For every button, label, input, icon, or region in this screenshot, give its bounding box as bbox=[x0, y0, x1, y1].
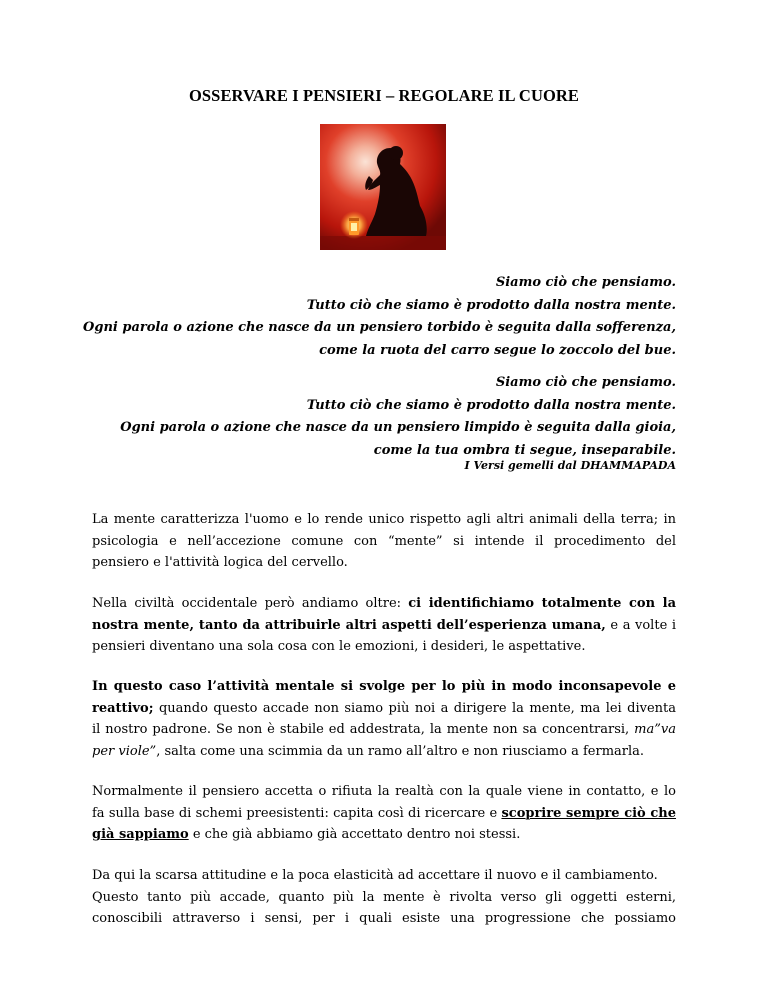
text-line bbox=[92, 824, 676, 846]
paragraph-3 bbox=[92, 676, 676, 762]
text-run: il nostro padrone. Se non è stabile ed addestrata, la mente non sa concentrarsi, bbox=[92, 722, 630, 738]
verse-stanza-2 bbox=[76, 372, 676, 462]
bold-run: reattivo; bbox=[92, 700, 154, 716]
text-line bbox=[92, 698, 676, 720]
bold-run: ci identifichiamo totalmente con la bbox=[408, 596, 676, 611]
verse-line: Ogni parola o azione che nasce da un pensiero torbido è seguita dalla sofferenza, bbox=[83, 320, 676, 335]
text-line: In questo caso l’attività mentale si svolge per lo più in modo inconsapevole e bbox=[92, 679, 676, 694]
verse-line: come la ruota del carro segue lo zoccolo del bue. bbox=[319, 342, 676, 358]
page-title: OSSERVARE I PENSIERI – REGOLARE IL CUORE bbox=[188, 86, 580, 105]
paragraph-4 bbox=[92, 781, 676, 846]
text-line: pensieri diventano una sola cosa con le emozioni, i desideri, le aspettative. bbox=[92, 639, 586, 655]
text-line: psicologia e nell’accezione comune con “mente” si intende il procedimento del bbox=[92, 533, 676, 549]
bold-run: nostra mente, tanto da attribuirle altri aspetti dell’esperienza umana, bbox=[92, 617, 606, 633]
text-line bbox=[92, 741, 676, 763]
verse-stanza-1 bbox=[76, 272, 676, 362]
text-line bbox=[92, 719, 676, 741]
meditation-photo bbox=[320, 124, 446, 250]
verse-line: Tutto ciò che siamo è prodotto dalla nostra mente. bbox=[306, 397, 676, 413]
italic-run: per viole” bbox=[92, 743, 157, 759]
paragraph-1 bbox=[92, 509, 676, 574]
text-run: e che già abbiamo già accettato dentro noi stessi. bbox=[192, 827, 521, 843]
praying-silhouette-icon bbox=[320, 124, 446, 250]
text-run: fa sulla base di schemi preesistenti: capita così di ricercare e bbox=[92, 805, 498, 821]
underlined-bold-run: già sappiamo bbox=[92, 827, 189, 843]
text-run: quando questo accade non siamo più noi a dirigere la mente, ma lei diventa bbox=[158, 700, 676, 716]
underlined-bold-run: scoprire sempre ciò che bbox=[501, 805, 677, 821]
italic-run: ma”va bbox=[634, 722, 676, 738]
text-line bbox=[92, 615, 676, 637]
text-run: Nella civiltà occidentale però andiamo oltre: bbox=[92, 596, 402, 611]
text-line: La mente caratterizza l'uomo e lo rende unico rispetto agli altri animali della terra; in bbox=[92, 512, 676, 527]
text-line: Normalmente il pensiero accetta o rifiuta la realtà con la quale viene in contatto, e lo bbox=[92, 784, 676, 799]
paragraph-5 bbox=[92, 865, 676, 930]
verse-line: Siamo ciò che pensiamo. bbox=[495, 375, 676, 390]
text-run: , salta come una scimmia da un ramo all’altro e non riusciamo a fermarla. bbox=[156, 743, 645, 759]
verse-line: Siamo ciò che pensiamo. bbox=[495, 275, 676, 290]
verse-source: I Versi gemelli dal DHAMMAPADA bbox=[464, 459, 676, 472]
text-line bbox=[92, 593, 676, 615]
text-line: Da qui la scarsa attitudine e la poca elasticità ad accettare il nuovo e il cambiamento. bbox=[92, 868, 658, 883]
paragraph-2 bbox=[92, 593, 676, 658]
verse-line: Ogni parola o azione che nasce da un pensiero limpido è seguita dalla gioia, bbox=[120, 420, 676, 435]
text-line: Questo tanto più accade, quanto più la mente è rivolta verso gli oggetti esterni, bbox=[92, 889, 676, 905]
text-run: e a volte i bbox=[610, 617, 676, 633]
text-line: pensiero e l'attività logica del cervello. bbox=[92, 555, 348, 571]
verse-line: come la tua ombra ti segue, inseparabile. bbox=[373, 442, 676, 458]
text-line: conoscibili attraverso i sensi, per i quali esiste una progressione che possiamo bbox=[92, 911, 676, 927]
text-line bbox=[92, 803, 676, 825]
verse-line: Tutto ciò che siamo è prodotto dalla nostra mente. bbox=[306, 297, 676, 313]
